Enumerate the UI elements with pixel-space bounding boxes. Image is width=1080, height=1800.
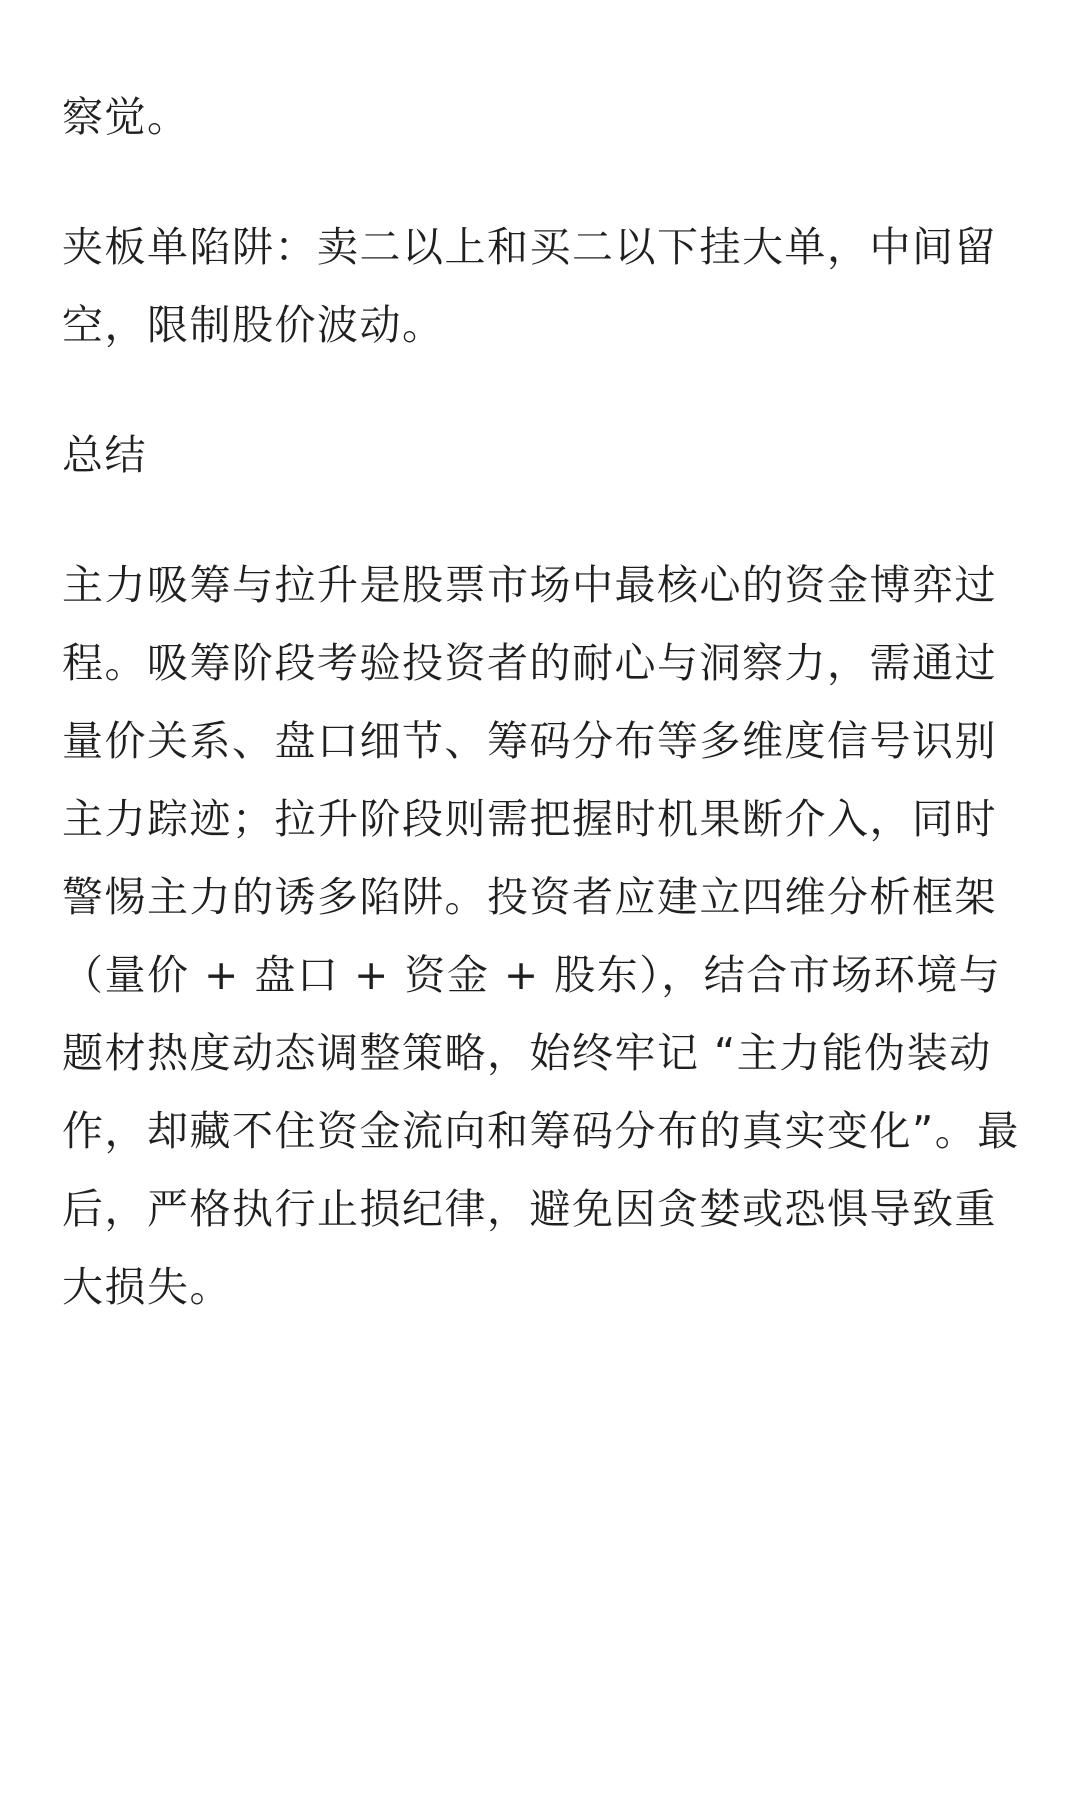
paragraph-summary: 主力吸筹与拉升是股票市场中最核心的资金博弈过程。吸筹阶段考验投资者的耐心与洞察力，需通过量价关系、盘口细节、筹码分布等多维度信号识别主力踪迹；拉升阶段则需把握时机果断介入，同时警惕主力的诱多陷阱。投资者应建立四维分析框架（量价 + 盘口 + 资金 + 股东），结合市场环境与题材热度动态调整策略，始终牢记 “主力能伪装动作，却藏不住资金流向和筹码分布的真实变化”。最后，严格执行止损纪律，避免因贪婪或恐惧导致重大损失。 — [62, 561, 1020, 1311]
paragraph-trap-description: 夹板单陷阱：卖二以上和买二以下挂大单，中间留空，限制股价波动。 — [62, 223, 997, 349]
paragraph-continuation: 察觉。 — [62, 93, 190, 141]
article-body — [62, 78, 1028, 1378]
section-heading-summary: 总结 — [62, 431, 147, 479]
